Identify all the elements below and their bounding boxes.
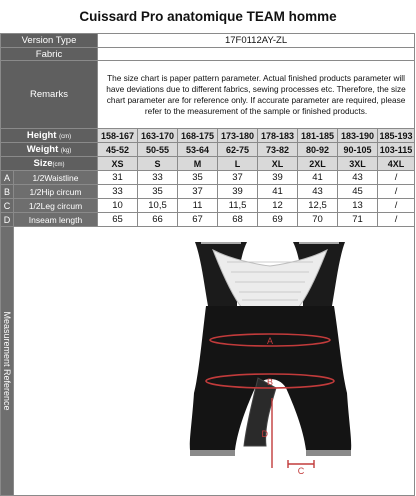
height-value: 183-190	[338, 129, 378, 143]
measurement-value: 10	[98, 199, 138, 213]
measurement-value: /	[378, 185, 415, 199]
measurement-letter: A	[1, 171, 14, 185]
height-value: 178-183	[258, 129, 298, 143]
marker-b: B	[266, 377, 274, 387]
measurement-value: 41	[298, 171, 338, 185]
height-unit: (cm)	[59, 134, 72, 140]
size-value: L	[218, 157, 258, 171]
size-value: S	[138, 157, 178, 171]
size-chart-table	[0, 33, 415, 496]
measurement-value: 43	[298, 185, 338, 199]
measurement-letter: C	[1, 199, 14, 213]
fabric-label: Fabric	[1, 48, 98, 61]
height-label	[1, 129, 98, 143]
marker-d: D	[261, 429, 268, 439]
weight-value: 53-64	[178, 143, 218, 157]
reference-label-cell	[1, 227, 14, 496]
size-value: 2XL	[298, 157, 338, 171]
measurement-value: 12,5	[298, 199, 338, 213]
measurement-value: 71	[338, 213, 378, 227]
height-row	[1, 129, 415, 143]
measurement-value: 11,5	[218, 199, 258, 213]
weight-label	[1, 143, 98, 157]
size-value: XS	[98, 157, 138, 171]
weight-value: 73-82	[258, 143, 298, 157]
weight-value: 50-55	[138, 143, 178, 157]
size-label	[1, 157, 98, 171]
measurement-value: 69	[258, 213, 298, 227]
measurement-value: 68	[218, 213, 258, 227]
measurement-value: 43	[338, 171, 378, 185]
marker-c: C	[297, 466, 305, 476]
measurement-row-a	[1, 171, 415, 185]
reference-row	[1, 227, 415, 496]
height-value: 163-170	[138, 129, 178, 143]
weight-value: 80-92	[298, 143, 338, 157]
height-value: 168-175	[178, 129, 218, 143]
fabric-row	[1, 48, 415, 61]
measurement-value: 35	[178, 171, 218, 185]
height-value: 173-180	[218, 129, 258, 143]
measurement-value: 33	[138, 171, 178, 185]
size-label-text: Size	[33, 158, 53, 169]
measurement-value: 37	[218, 171, 258, 185]
measurement-value: 35	[138, 185, 178, 199]
marker-a: A	[266, 336, 274, 346]
weight-unit: (kg)	[60, 148, 72, 154]
version-row	[1, 34, 415, 48]
measurement-value: 66	[138, 213, 178, 227]
size-value: 3XL	[338, 157, 378, 171]
size-value: 4XL	[378, 157, 415, 171]
weight-value: 62-75	[218, 143, 258, 157]
measurement-row-d	[1, 213, 415, 227]
height-value: 181-185	[298, 129, 338, 143]
height-value: 185-193	[379, 130, 413, 141]
measurement-row-b	[1, 185, 415, 199]
remarks-text: The size chart is paper pattern parameter. Actual finished products parameter will have deviations due to different fabrics, sewing processes etc. Therefore, the size chart parameter are for reference only. If accurate parameter are required, please refer to the measurement of the sample or finished products.	[98, 61, 415, 129]
measurement-value: 45	[338, 185, 378, 199]
measurement-letter: D	[1, 213, 14, 227]
measurement-row-c	[1, 199, 415, 213]
version-value: 17F0112AY-ZL	[98, 34, 415, 48]
height-value: 158-167	[98, 129, 138, 143]
measurement-value: 39	[258, 171, 298, 185]
measurement-name: 1/2Hip circum	[14, 185, 98, 199]
reference-image-cell	[14, 227, 415, 496]
page-title: Cuissard Pro anatomique TEAM homme	[79, 9, 337, 24]
height-label-text: Height	[26, 130, 57, 141]
measurement-value: 13	[338, 199, 378, 213]
measurement-value: 41	[258, 185, 298, 199]
measurement-name: 1/2Waistline	[14, 171, 98, 185]
weight-value: 103-115	[378, 143, 415, 157]
weight-value: 45-52	[98, 143, 138, 157]
measurement-value: /	[378, 171, 415, 185]
reference-label: Measurement Reference	[2, 311, 12, 411]
size-value: XL	[258, 157, 298, 171]
bib-shorts-diagram	[14, 228, 414, 494]
weight-value: 90-105	[338, 143, 378, 157]
remarks-row	[1, 61, 415, 129]
remarks-label: Remarks	[1, 61, 98, 129]
version-label: Version Type	[1, 34, 98, 48]
measurement-letter: B	[1, 185, 14, 199]
measurement-value: /	[378, 213, 415, 227]
measurement-value: 67	[178, 213, 218, 227]
weight-label-text: Weight	[26, 144, 59, 155]
measurement-value: 37	[178, 185, 218, 199]
measurement-value: 33	[98, 185, 138, 199]
fabric-value	[98, 48, 415, 61]
size-row	[1, 157, 415, 171]
measurement-name: 1/2Leg circum	[14, 199, 98, 213]
measurement-name: Inseam length	[14, 213, 98, 227]
measurement-value: /	[378, 199, 415, 213]
measurement-value: 10,5	[138, 199, 178, 213]
measurement-value: 12	[258, 199, 298, 213]
size-unit: (cm)	[52, 162, 65, 168]
measurement-value: 70	[298, 213, 338, 227]
measurement-value: 39	[218, 185, 258, 199]
measurement-value: 31	[98, 171, 138, 185]
measurement-value: 11	[178, 199, 218, 213]
measurement-value: 65	[98, 213, 138, 227]
leg-grippers	[190, 450, 351, 456]
weight-row	[1, 143, 415, 157]
size-value: M	[178, 157, 218, 171]
